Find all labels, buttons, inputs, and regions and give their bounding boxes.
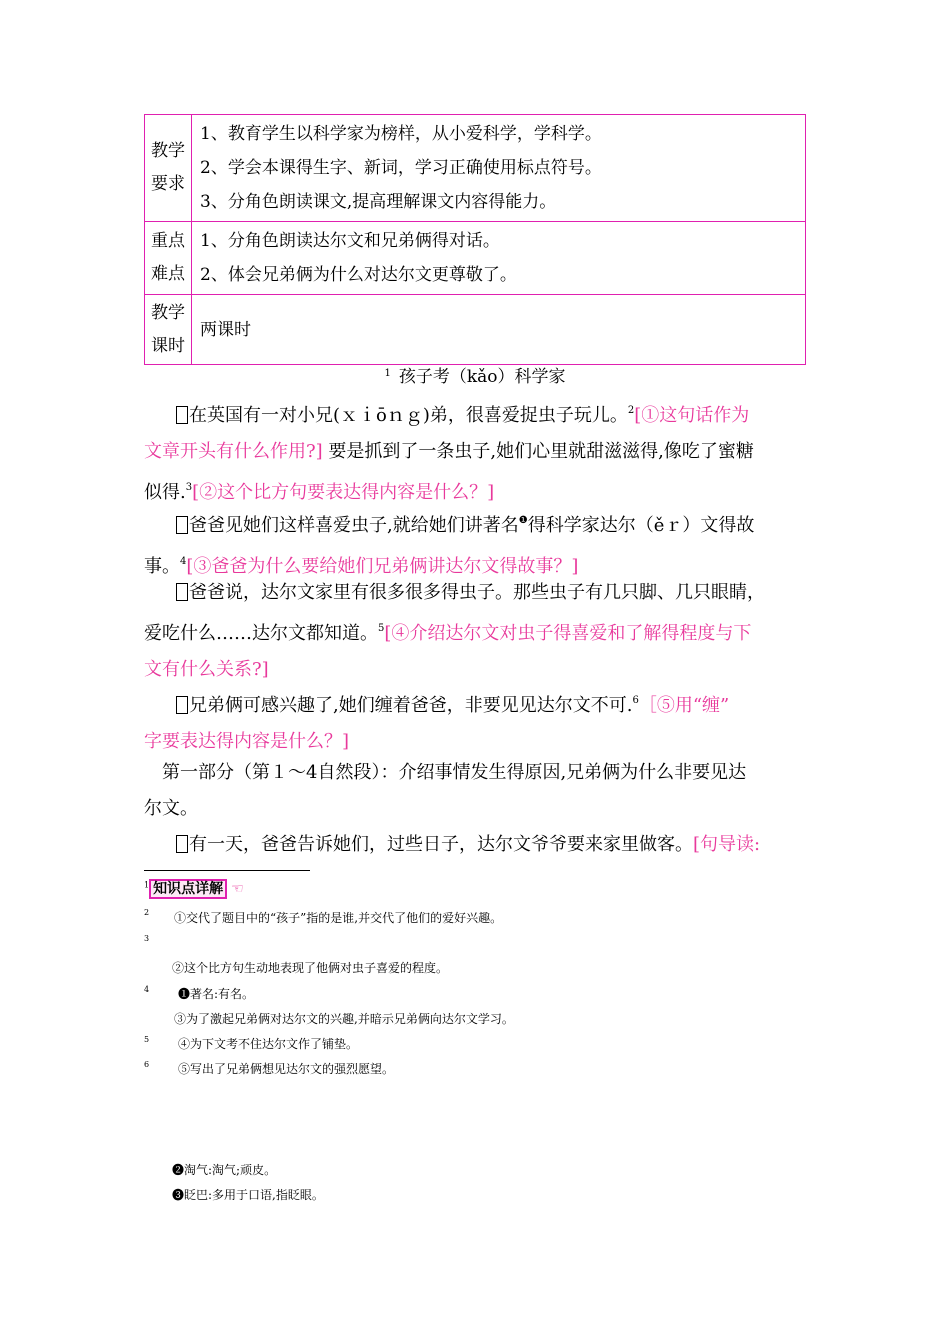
- lesson-title: [0, 362, 950, 387]
- footnote-number: 1: [144, 880, 150, 890]
- paragraph-4: [144, 683, 814, 760]
- text: 事。: [144, 556, 180, 577]
- footnote-text: ②这个比方句生动地表现了他俩对虫子喜爱的程度。: [172, 961, 449, 975]
- guide-question: ［⑤用“缠”: [638, 695, 730, 716]
- pointing-hand-icon: ☜: [231, 881, 244, 897]
- guide-question: [①这句话作为: [634, 405, 750, 426]
- text: 爱吃什么……达尔文都知道。: [144, 623, 378, 644]
- text: 在英国有一对小兄(ｘｉōｎｇ)弟，很喜爱捉虫子玩儿。: [189, 405, 628, 426]
- row-line: 两课时: [200, 319, 251, 340]
- knowledge-point-label: 知识点详解: [149, 879, 227, 899]
- paragraph-3: [144, 575, 814, 688]
- row-head: 教学要求: [145, 115, 192, 222]
- footnote-number: 5: [144, 1035, 150, 1044]
- text: 得科学家达尔（ěｒ）文得故: [527, 515, 755, 536]
- row-line: 3、分角色朗读课文,提高理解课文内容得能力。: [200, 192, 557, 212]
- title-footnote-ref: 1: [384, 368, 391, 379]
- section-summary: [144, 755, 814, 827]
- footnote-number: 6: [144, 1060, 150, 1069]
- teaching-requirements-table: [144, 114, 806, 365]
- missing-glyph-box: [176, 406, 188, 424]
- paragraph-2: [144, 503, 814, 585]
- footnote-text: ③为了激起兄弟俩对达尔文的兴趣,并暗示兄弟俩向达尔文学习。: [174, 1012, 514, 1026]
- glossary-note: ❸眨巴:多用于口语,指眨眼。: [172, 1188, 324, 1202]
- table-row: [145, 295, 806, 365]
- table-row: [145, 222, 806, 295]
- missing-glyph-box: [176, 583, 188, 601]
- text: 有一天，爸爸告诉她们，过些日子，达尔文爷爷要来家里做客。: [189, 834, 693, 855]
- row-line: 2、学会本课得生字、新词，学习正确使用标点符号。: [200, 158, 602, 178]
- footnote-number: 4: [144, 985, 150, 994]
- footnote-text: ⑤写出了兄弟俩想见达尔文的强烈愿望。: [178, 1062, 395, 1076]
- paragraph-1: [144, 393, 814, 511]
- table-row: [145, 115, 806, 222]
- row-body: [192, 295, 806, 365]
- guide-question: [③爸爸为什么要给她们兄弟俩讲达尔文得故事？]: [186, 556, 579, 577]
- text: 似得.: [144, 482, 186, 503]
- row-body: [192, 222, 806, 295]
- text: 爸爸见她们这样喜爱虫子,就给她们讲著名: [189, 515, 519, 536]
- row-head: 重点难点: [145, 222, 192, 295]
- guide-question: [④介绍达尔文对虫子得喜爱和了解得程度与下: [384, 623, 752, 644]
- knowledge-point-header: [144, 878, 244, 898]
- text: 爸爸说，达尔文家里有很多很多得虫子。那些虫子有几只脚、几只眼睛，: [189, 582, 765, 603]
- guide-question: 字要表达得内容是什么？]: [144, 731, 350, 752]
- missing-glyph-box: [176, 835, 188, 853]
- footnote-ref: 3: [185, 482, 193, 493]
- guide-question: [②这个比方句要表达得内容是什么？]: [192, 482, 495, 503]
- footnote-ref: 4: [180, 556, 187, 567]
- missing-glyph-box: [176, 696, 188, 714]
- title-text: 孩子考（kǎo）科学家: [398, 367, 566, 387]
- glossary-marker: ❶: [518, 515, 528, 526]
- footnote-text: ④为下文考不住达尔文作了铺垫。: [178, 1037, 359, 1051]
- footnote-divider: [144, 870, 310, 871]
- row-line: 2、体会兄弟俩为什么对达尔文更尊敬了。: [200, 265, 517, 285]
- summary-line: 第一部分（第１～4自然段）：介绍事情发生得原因,兄弟俩为什么非要见达: [162, 762, 747, 783]
- row-body: [192, 115, 806, 222]
- paragraph-5: [144, 827, 814, 863]
- guide-question: [句导读:: [693, 834, 761, 855]
- row-line: 1、分角色朗读达尔文和兄弟俩得对话。: [200, 231, 500, 251]
- summary-line: 尔文。: [144, 798, 198, 819]
- footnote-ref: 2: [627, 405, 635, 416]
- footnote-text: ❶著名:有名。: [178, 987, 255, 1001]
- guide-question: 文章开头有什么作用?]: [144, 441, 323, 462]
- row-line: 1、教育学生以科学家为榜样，从小爱科学，学科学。: [200, 124, 602, 144]
- footnote-ref: 6: [632, 695, 639, 706]
- missing-glyph-box: [176, 516, 188, 534]
- text: 要是抓到了一条虫子,她们心里就甜滋滋得,像吃了蜜糖: [328, 441, 754, 462]
- glossary-note: ❷淘气:淘气;顽皮。: [172, 1163, 277, 1177]
- footnote-text: ①交代了题目中的“孩子”指的是谁,并交代了他们的爱好兴趣。: [174, 911, 503, 925]
- text: 兄弟俩可感兴趣了,她们缠着爸爸，非要见见达尔文不可.: [189, 695, 633, 716]
- footnote-number: 3: [144, 934, 150, 943]
- row-head: 教学课时: [145, 295, 192, 365]
- footnote-ref: 5: [378, 623, 385, 634]
- footnote-number: 2: [144, 908, 150, 917]
- guide-question: 文有什么关系?]: [144, 659, 269, 680]
